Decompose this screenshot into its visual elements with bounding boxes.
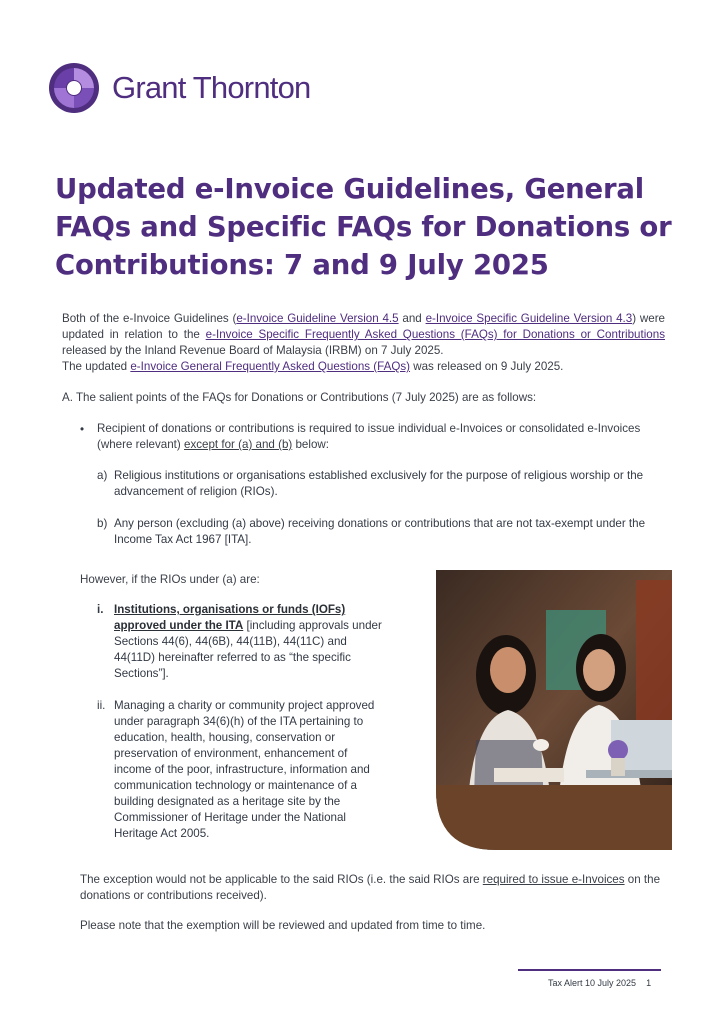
- bullet-icon: •: [80, 423, 85, 436]
- note-text: Please note that the exemption will be reviewed and updated from time to time.: [80, 919, 486, 932]
- grant-thornton-logo-mark-icon: [48, 62, 100, 114]
- section-a-heading: A. The salient points of the FAQs for Donations or Contributions (7 July 2025) are as follows:: [62, 391, 537, 404]
- footer-label: Tax Alert 10 July 2025: [548, 978, 637, 988]
- photo-two-women-laptop: [436, 570, 672, 850]
- however-text: However, if the RIOs under (a) are:: [80, 573, 260, 586]
- bullet-text: Recipient of donations or contributions is required to issue individual e-Invoices or consolidated e-Invoices (where relevant) except for (a) and (b) below:: [97, 422, 641, 451]
- footer: [548, 978, 651, 988]
- list-item-i: i. Institutions, organisations or funds (IOFs) approved under the ITA [including approvals under Sections 44(6), 44(6B), 44(11B), 44(11C) and 44(11D) hereinafter referred to as “the specific Sections”].: [97, 603, 382, 680]
- grant-thornton-logo: [48, 62, 310, 114]
- list-item-b: b) Any person (excluding (a) above) receiving donations or contributions that are not tax-exempt under the Income Tax Act 1967 [ITA].: [97, 517, 646, 546]
- intro-paragraph: Both of the e-Invoice Guidelines (e-Invoice Guideline Version 4.5 and e-Invoice Specific Guideline Version 4.3) were updated in relation to the e-Invoice Specific Frequently Asked Questions (FAQs) for Donations or Contributions released by the Inland Revenue Board of Malaysia (IRBM) on 7 July 2025. The updated e-Invoice General Frequently Asked Questions (FAQs) was released on 9 July 2025.: [62, 312, 665, 373]
- brand-name: Grant Thornton: [112, 70, 311, 105]
- list-item-ii: ii. Managing a charity or community project approved under paragraph 34(6)(h) of the ITA pertaining to education, health, housing, conservation or preservation of environment, enhancement of income of the poor, infrastructure, information and communication technology or maintenance of a building designated as a heritage site by the Commissioner of Heritage under the National Heritage Act 2005.: [97, 699, 375, 840]
- page-title: Updated e-Invoice Guidelines, General FAQs and Specific FAQs for Donations or Contributions: 7 and 9 July 2025: [55, 173, 672, 281]
- footer-divider: [518, 969, 661, 971]
- link-e-invoice-guideline[interactable]: e-Invoice Guideline Version 4.5: [236, 312, 399, 325]
- link-general-faqs[interactable]: e-Invoice General Frequently Asked Questions (FAQs): [130, 360, 411, 373]
- link-e-invoice-specific-guideline[interactable]: e-Invoice Specific Guideline Version 4.3: [425, 312, 633, 325]
- list-item-a: a) Religious institutions or organisations established exclusively for the purpose of religious worship or the advancement of religion (RIOs).: [97, 469, 644, 498]
- page-number: 1: [646, 978, 652, 988]
- exception-text: The exception would not be applicable to the said RIOs (i.e. the said RIOs are required to issue e-Invoices on the donations or contributions received).: [80, 873, 661, 902]
- link-specific-faqs-donations[interactable]: e-Invoice Specific Frequently Asked Questions (FAQs) for Donations or Contributions: [205, 328, 665, 341]
